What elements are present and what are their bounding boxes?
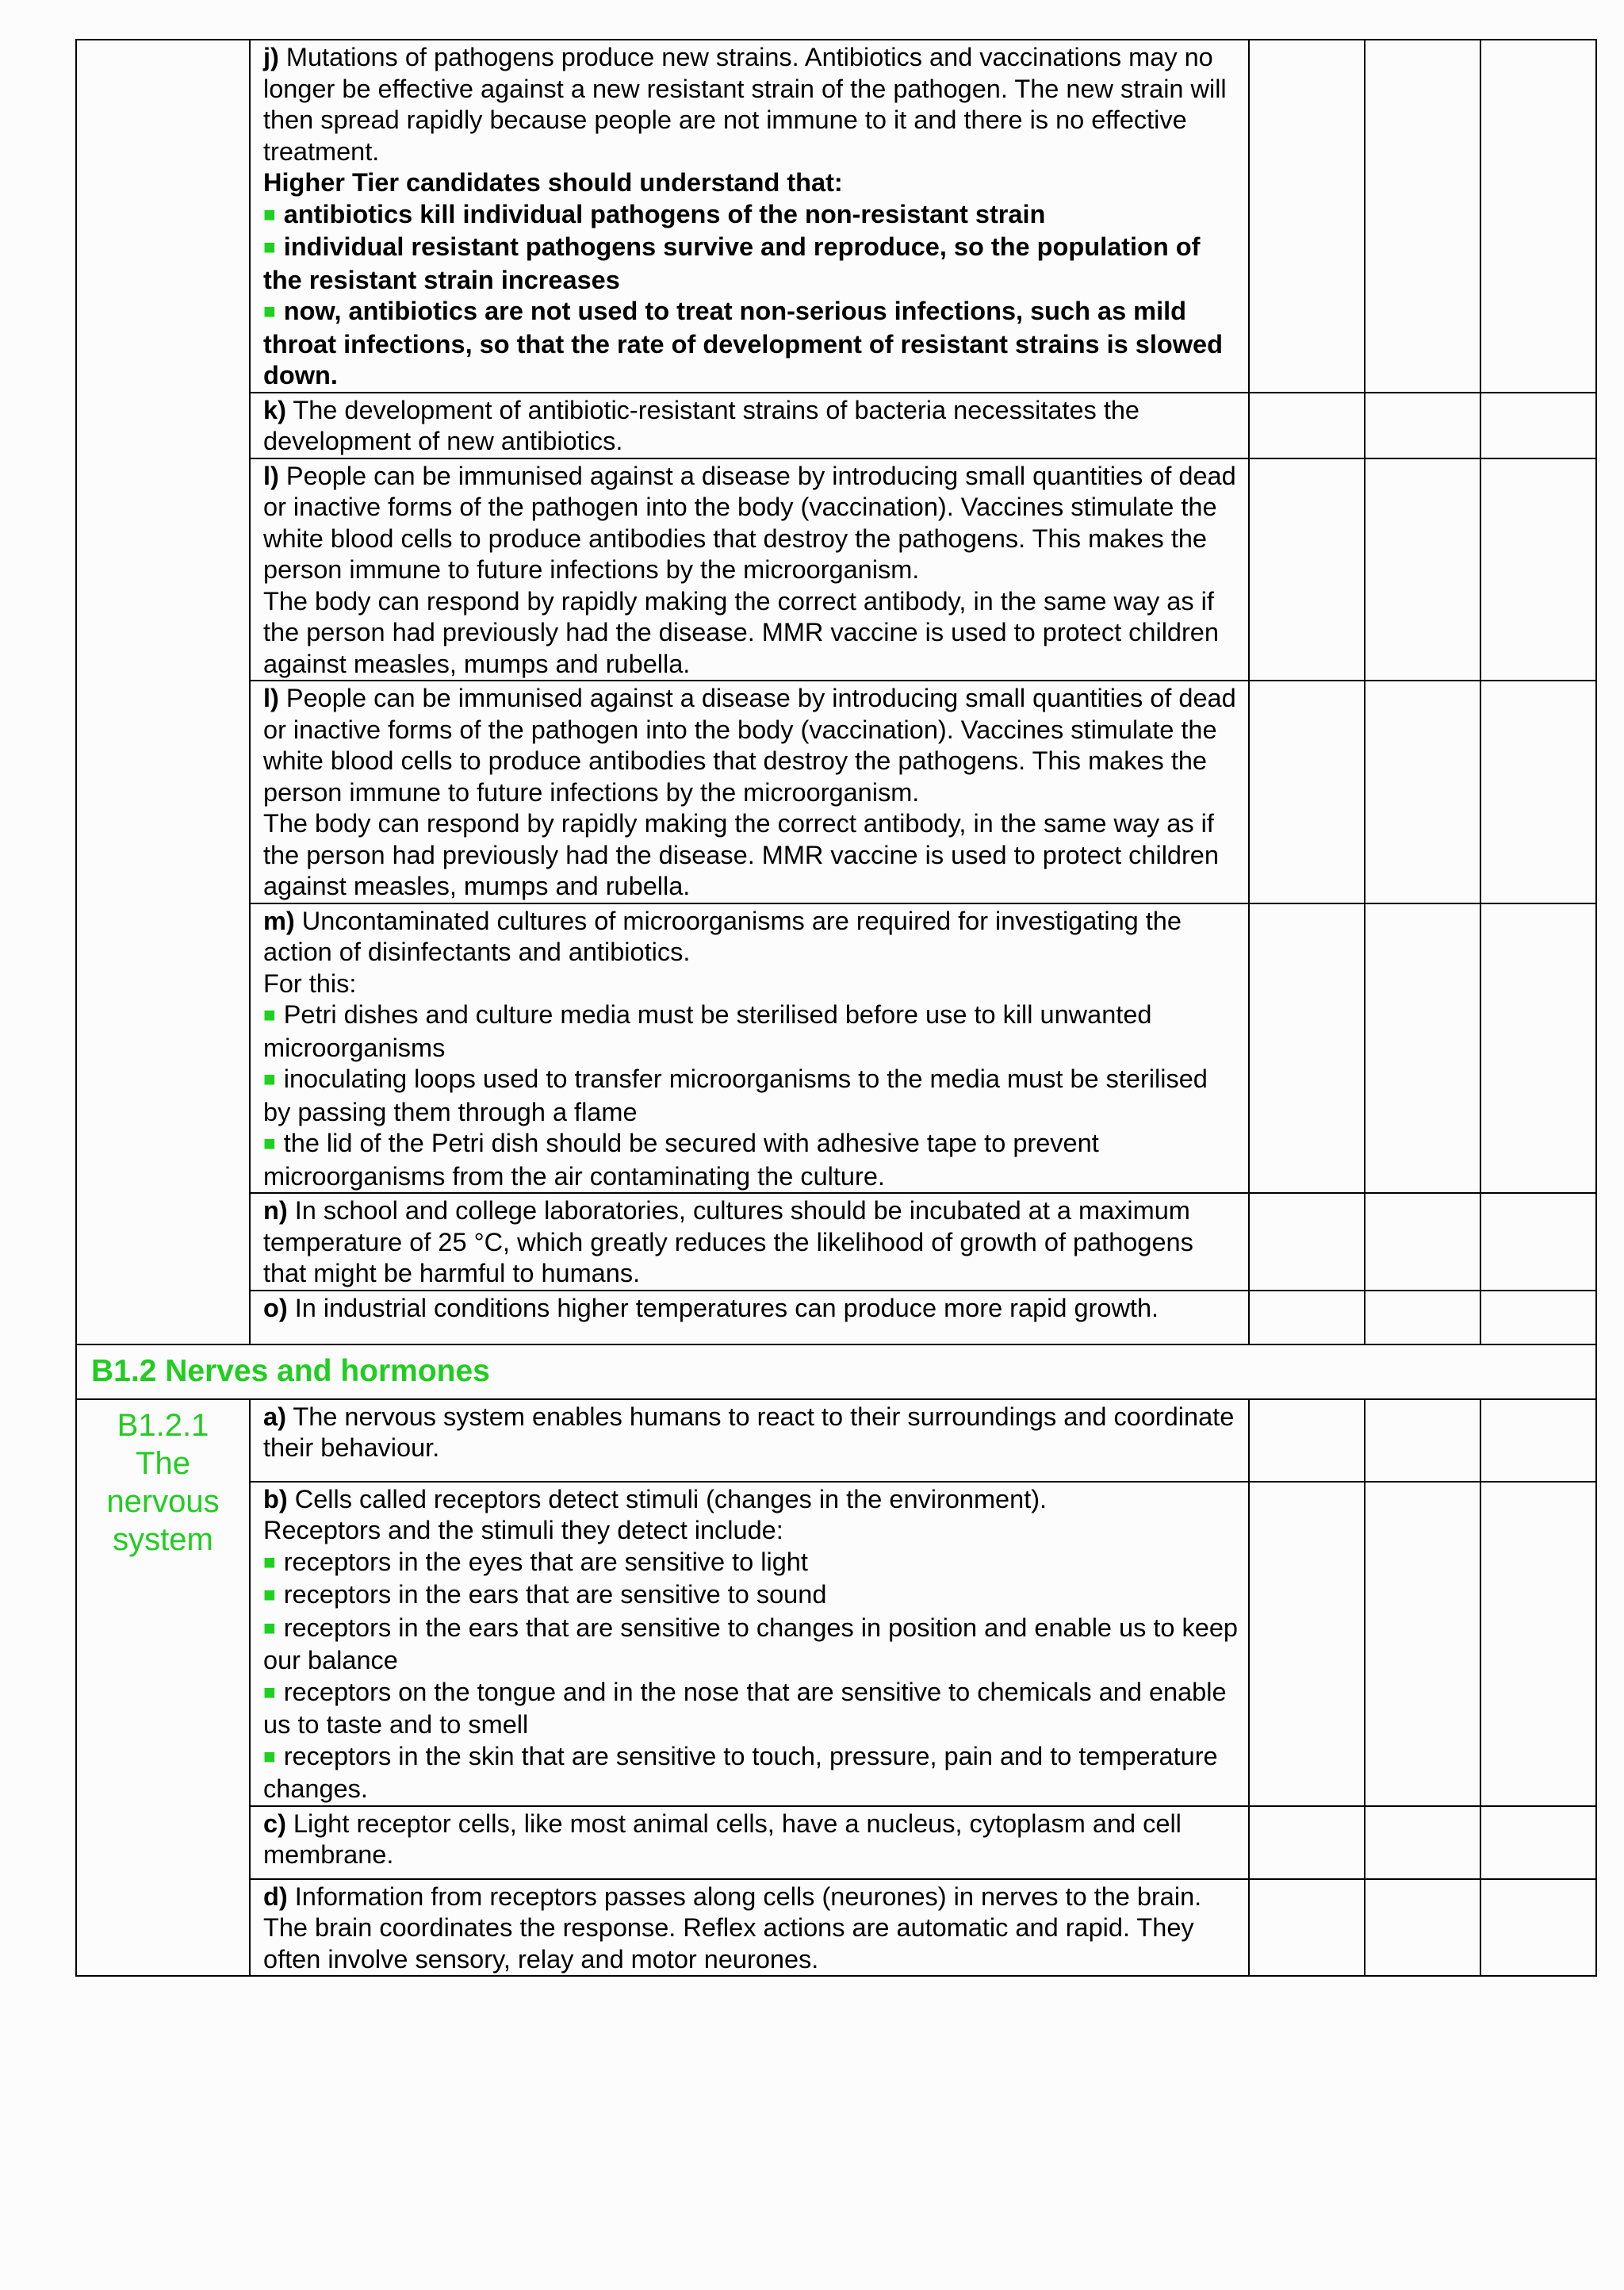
- body-text: Information from receptors passes along cells (neurones) in nerves to the brain. The brain coordinates the response. Reflex actions are automatic and rapid. They often involve sensory, relay and motor neurones.: [263, 1881, 1202, 1974]
- body-text: receptors on the tongue and in the nose that are sensitive to chemicals and enable us to taste and to smell: [263, 1677, 1227, 1739]
- body-text: receptors in the skin that are sensitive to touch, pressure, pain and to temperature changes.: [263, 1741, 1218, 1803]
- spec-row: [76, 1482, 1596, 1806]
- bold-text: now, antibiotics are not used to treat non-serious infections, such as mild throat infections, so that the rate of development of resistant strains is slowed down.: [263, 297, 1223, 389]
- paragraph: [263, 1809, 1240, 1871]
- checkbox-cell[interactable]: [1365, 1399, 1480, 1482]
- body-text: the lid of the Petri dish should be secured with adhesive tape to prevent microorganisms from the air contaminating the culture.: [263, 1129, 1099, 1191]
- topic-label-text: B1.2.1 The nervous system: [106, 1407, 220, 1557]
- spec-row: [76, 1879, 1596, 1977]
- spec-content: [250, 1879, 1249, 1977]
- spec-row: [76, 458, 1596, 681]
- body-text: People can be immunised against a disease by introducing small quantities of dead or inactive forms of the pathogen into the body (vaccination). Vaccines stimulate the white blood cells to produce antibodies that destroy the pathogens. This makes the person immune to future infections by the microorganism.: [263, 684, 1236, 807]
- item-label: k): [263, 395, 286, 424]
- body-text: Light receptor cells, like most animal cells, have a nucleus, cytoplasm and cell membrane.: [263, 1809, 1182, 1869]
- paragraph: [263, 683, 1240, 808]
- bullet-point: [263, 1677, 1240, 1741]
- paragraph: [263, 1402, 1240, 1464]
- paragraph: [263, 808, 1240, 903]
- green-square-bullet-icon: ■: [263, 1131, 276, 1155]
- checkbox-cell[interactable]: [1365, 1482, 1480, 1806]
- green-square-bullet-icon: ■: [263, 1003, 276, 1026]
- checkbox-cell[interactable]: [1480, 681, 1596, 903]
- paragraph: [263, 1293, 1240, 1325]
- checkbox-cell[interactable]: [1480, 903, 1596, 1194]
- spec-content: [250, 40, 1249, 393]
- checkbox-cell[interactable]: [1249, 1806, 1365, 1879]
- green-square-bullet-icon: ■: [263, 1549, 276, 1574]
- checkbox-cell[interactable]: [1249, 1879, 1365, 1977]
- checkbox-cell[interactable]: [1249, 1291, 1365, 1344]
- checkbox-cell[interactable]: [1249, 40, 1365, 393]
- green-square-bullet-icon: ■: [263, 235, 276, 259]
- checkbox-cell[interactable]: [1249, 1399, 1365, 1482]
- spec-content: [250, 1806, 1249, 1879]
- checkbox-cell[interactable]: [1249, 681, 1365, 903]
- checkbox-cell[interactable]: [1249, 1482, 1365, 1806]
- checkbox-cell[interactable]: [1480, 458, 1596, 681]
- checkbox-cell[interactable]: [1249, 903, 1365, 1194]
- checkbox-cell[interactable]: [1365, 393, 1480, 458]
- item-label: o): [263, 1293, 288, 1322]
- checkbox-cell[interactable]: [1365, 40, 1480, 393]
- bullet-point: [263, 199, 1240, 232]
- bullet-point: [263, 296, 1240, 392]
- paragraph: [263, 1195, 1240, 1290]
- paragraph: [263, 167, 1240, 199]
- body-text: Petri dishes and culture media must be sterilised before use to kill unwanted microorganisms: [263, 1000, 1152, 1062]
- section-header-row: [76, 1344, 1596, 1399]
- item-label: d): [263, 1881, 288, 1911]
- spec-content: [250, 1193, 1249, 1291]
- checkbox-cell[interactable]: [1480, 40, 1596, 393]
- item-label: m): [263, 906, 295, 935]
- paragraph: [263, 969, 1240, 1000]
- item-label: l): [263, 461, 279, 490]
- green-square-bullet-icon: ■: [263, 299, 276, 323]
- spec-content: [250, 393, 1249, 458]
- checkbox-cell[interactable]: [1480, 1482, 1596, 1806]
- paragraph: [263, 461, 1240, 586]
- spec-content: [250, 903, 1249, 1194]
- checkbox-cell[interactable]: [1480, 1291, 1596, 1344]
- bullet-point: [263, 1064, 1240, 1128]
- bullet-point: [263, 1547, 1240, 1580]
- spec-row: [76, 681, 1596, 903]
- checkbox-cell[interactable]: [1480, 1879, 1596, 1977]
- spec-content: [250, 458, 1249, 681]
- spec-row: [76, 903, 1596, 1194]
- section-title: B1.2 Nerves and hormones: [76, 1344, 1596, 1399]
- checkbox-cell[interactable]: [1365, 1291, 1480, 1344]
- spec-row: [76, 1399, 1596, 1482]
- item-label: a): [263, 1402, 286, 1431]
- paragraph: [263, 1881, 1240, 1976]
- body-text: The nervous system enables humans to react to their surroundings and coordinate their behaviour.: [263, 1402, 1235, 1462]
- body-text: For this:: [263, 969, 357, 998]
- checkbox-cell[interactable]: [1365, 458, 1480, 681]
- green-square-bullet-icon: ■: [263, 1743, 276, 1768]
- checkbox-cell[interactable]: [1365, 681, 1480, 903]
- body-text: People can be immunised against a disease by introducing small quantities of dead or inactive forms of the pathogen into the body (vaccination). Vaccines stimulate the white blood cells to produce antibodies that destroy the pathogens. This makes the person immune to future infections by the microorganism.: [263, 461, 1236, 584]
- spec-content: [250, 1291, 1249, 1344]
- checkbox-cell[interactable]: [1365, 1879, 1480, 1977]
- body-text: Uncontaminated cultures of microorganisms are required for investigating the action of disinfectants and antibiotics.: [263, 906, 1182, 966]
- checkbox-cell[interactable]: [1480, 393, 1596, 458]
- item-label: j): [263, 43, 279, 71]
- spec-content: [250, 681, 1249, 903]
- checkbox-cell[interactable]: [1365, 903, 1480, 1194]
- bullet-point: [263, 1613, 1240, 1677]
- paragraph: [263, 1484, 1240, 1516]
- topic-label: [76, 1399, 250, 1977]
- spec-row: [76, 393, 1596, 458]
- body-text: inoculating loops used to transfer microorganisms to the media must be sterilised by passing them through a flame: [263, 1064, 1208, 1126]
- bold-text: antibiotics kill individual pathogens of the non-resistant strain: [283, 199, 1046, 228]
- checkbox-cell[interactable]: [1480, 1806, 1596, 1879]
- body-text: The body can respond by rapidly making the correct antibody, in the same way as if the person had previously had the disease. MMR vaccine is used to protect children against measles, mumps and rubella.: [263, 586, 1219, 678]
- checkbox-cell[interactable]: [1249, 393, 1365, 458]
- topic-cell-empty: [76, 40, 250, 1344]
- item-label: b): [263, 1484, 288, 1513]
- checkbox-cell[interactable]: [1365, 1806, 1480, 1879]
- paragraph: [263, 906, 1240, 969]
- bullet-point: [263, 1579, 1240, 1613]
- checkbox-cell[interactable]: [1480, 1193, 1596, 1291]
- bold-text: individual resistant pathogens survive and reproduce, so the population of the resistant strain increases: [263, 232, 1201, 294]
- spec-row: [76, 1291, 1596, 1344]
- body-text: receptors in the eyes that are sensitive to light: [283, 1547, 808, 1576]
- checkbox-cell[interactable]: [1480, 1399, 1596, 1482]
- paragraph: [263, 1515, 1240, 1547]
- bullet-point: [263, 999, 1240, 1064]
- bullet-point: [263, 1128, 1240, 1192]
- green-square-bullet-icon: ■: [263, 1582, 276, 1606]
- green-square-bullet-icon: ■: [263, 201, 276, 226]
- green-square-bullet-icon: ■: [263, 1067, 276, 1091]
- green-square-bullet-icon: ■: [263, 1615, 276, 1640]
- spec-row: [76, 40, 1596, 393]
- body-text: receptors in the ears that are sensitive to sound: [283, 1580, 827, 1609]
- paragraph: [263, 586, 1240, 681]
- green-square-bullet-icon: ■: [263, 1679, 276, 1704]
- body-text: Mutations of pathogens produce new strains. Antibiotics and vaccinations may no longer be effective against a new resistant strain of the pathogen. The new strain will then spread rapidly because people are not immune to it and there is no effective treatment.: [263, 43, 1227, 166]
- specification-table: [75, 39, 1597, 1977]
- spec-row: [76, 1806, 1596, 1879]
- body-text: In school and college laboratories, cultures should be incubated at a maximum temperature of 25 °C, which greatly reduces the likelihood of growth of pathogens that might be harmful to humans.: [263, 1196, 1193, 1287]
- checkbox-cell[interactable]: [1365, 1193, 1480, 1291]
- spec-content: [250, 1482, 1249, 1806]
- spec-row: [76, 1193, 1596, 1291]
- bullet-point: [263, 232, 1240, 296]
- item-label: c): [263, 1809, 286, 1838]
- checkbox-cell[interactable]: [1249, 458, 1365, 681]
- item-label: l): [263, 684, 279, 712]
- body-text: Receptors and the stimuli they detect include:: [263, 1516, 783, 1544]
- body-text: Cells called receptors detect stimuli (changes in the environment).: [287, 1484, 1048, 1513]
- spec-content: [250, 1399, 1249, 1482]
- body-text: receptors in the ears that are sensitive to changes in position and enable us to keep our balance: [263, 1613, 1238, 1674]
- checkbox-cell[interactable]: [1249, 1193, 1365, 1291]
- bullet-point: [263, 1741, 1240, 1805]
- body-text: The development of antibiotic-resistant strains of bacteria necessitates the development of new antibiotics.: [263, 395, 1139, 455]
- body-text: In industrial conditions higher temperatures can produce more rapid growth.: [287, 1293, 1159, 1322]
- paragraph: [263, 395, 1240, 458]
- body-text: The body can respond by rapidly making the correct antibody, in the same way as if the person had previously had the disease. MMR vaccine is used to protect children against measles, mumps and rubella.: [263, 809, 1219, 900]
- bold-text: Higher Tier candidates should understand that:: [263, 168, 843, 197]
- paragraph: [263, 42, 1240, 167]
- item-label: n): [263, 1196, 288, 1225]
